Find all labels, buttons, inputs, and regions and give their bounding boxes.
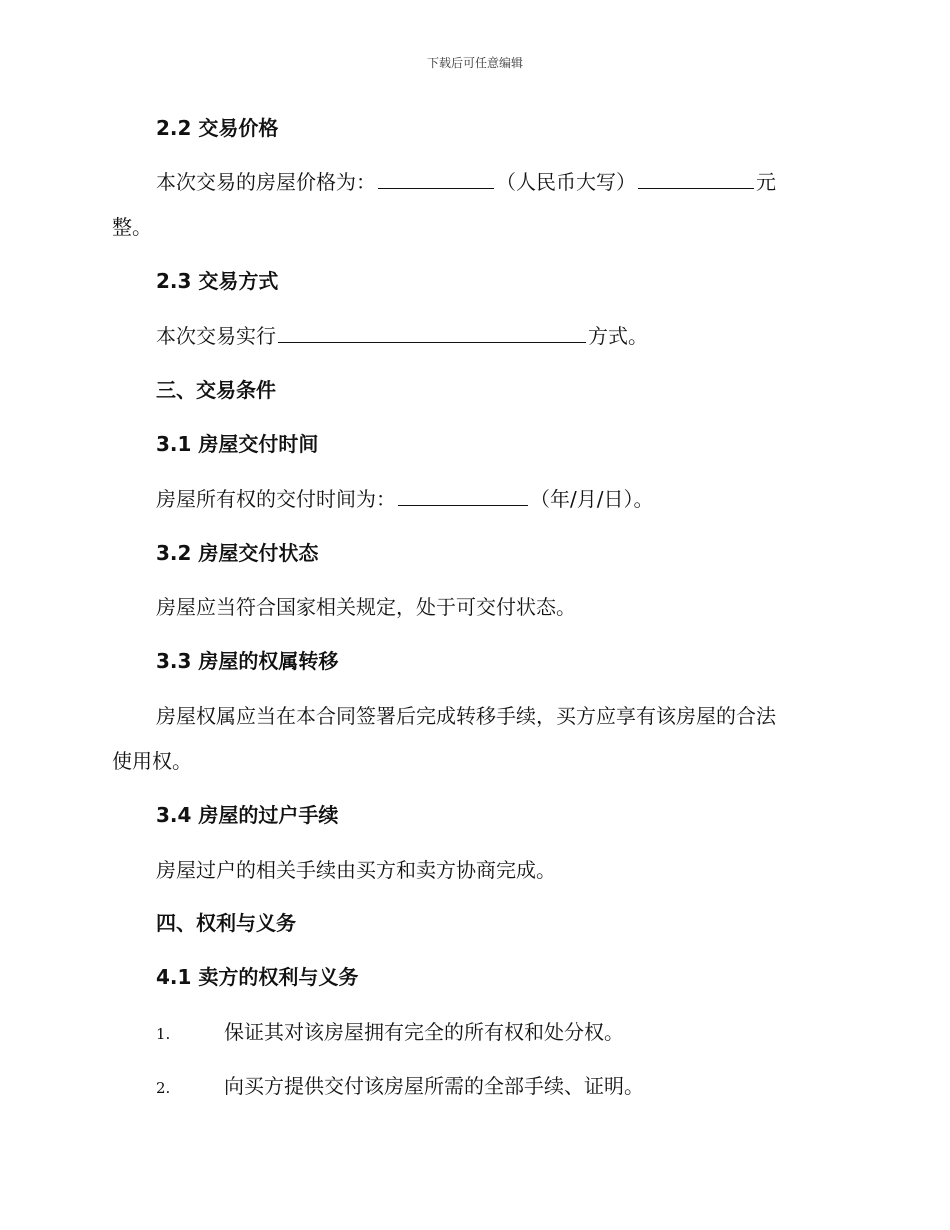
- paragraph-delivery-state: 房屋应当符合国家相关规定，处于可交付状态。: [156, 595, 576, 619]
- heading-2-3: 2.3 交易方式: [156, 269, 279, 293]
- paragraph-registration: 房屋过户的相关手续由买方和卖方协商完成。: [156, 858, 556, 882]
- method-prefix: 本次交易实行: [156, 324, 276, 348]
- list-item-text: 向买方提供交付该房屋所需的全部手续、证明。: [224, 1074, 644, 1098]
- price-prefix: 本次交易的房屋价格为：: [156, 170, 376, 194]
- heading-2-2: 2.2 交易价格: [156, 116, 279, 140]
- paragraph-price-wrap: 整。: [112, 215, 152, 239]
- paragraph-price: [112, 160, 876, 205]
- heading-3-3: 3.3 房屋的权属转移: [156, 649, 339, 673]
- list-item: [112, 1010, 876, 1057]
- heading-3: 三、交易条件: [156, 378, 276, 402]
- price-suffix: 元: [756, 170, 776, 194]
- price-words-blank-field[interactable]: [638, 187, 754, 189]
- price-mid: （人民币大写）: [496, 170, 636, 194]
- delivery-date-blank-field[interactable]: [398, 504, 528, 506]
- paragraph-method: [112, 314, 876, 359]
- paragraph-delivery-time: [112, 477, 876, 522]
- list-item-number: 1.: [156, 1025, 171, 1043]
- heading-4: 四、权利与义务: [156, 911, 296, 935]
- list-item-number: 2.: [156, 1079, 171, 1097]
- delivery-suffix: （年/月/日）。: [530, 487, 654, 511]
- price-blank-field[interactable]: [378, 187, 494, 189]
- heading-3-2: 3.2 房屋交付状态: [156, 541, 319, 565]
- heading-3-1: 3.1 房屋交付时间: [156, 432, 319, 456]
- paragraph-transfer-line2: 使用权。: [112, 749, 192, 773]
- list-item-text: 保证其对该房屋拥有完全的所有权和处分权。: [224, 1020, 624, 1044]
- paragraph-transfer-line1: 房屋权属应当在本合同签署后完成转移手续，买方应享有该房屋的合法: [156, 704, 776, 728]
- delivery-prefix: 房屋所有权的交付时间为：: [156, 487, 396, 511]
- list-item: [112, 1064, 876, 1111]
- page-header: 下载后可任意编辑: [426, 56, 523, 70]
- method-blank-field[interactable]: [278, 341, 586, 343]
- method-suffix: 方式。: [588, 324, 648, 348]
- heading-3-4: 3.4 房屋的过户手续: [156, 803, 339, 827]
- heading-4-1: 4.1 卖方的权利与义务: [156, 965, 359, 989]
